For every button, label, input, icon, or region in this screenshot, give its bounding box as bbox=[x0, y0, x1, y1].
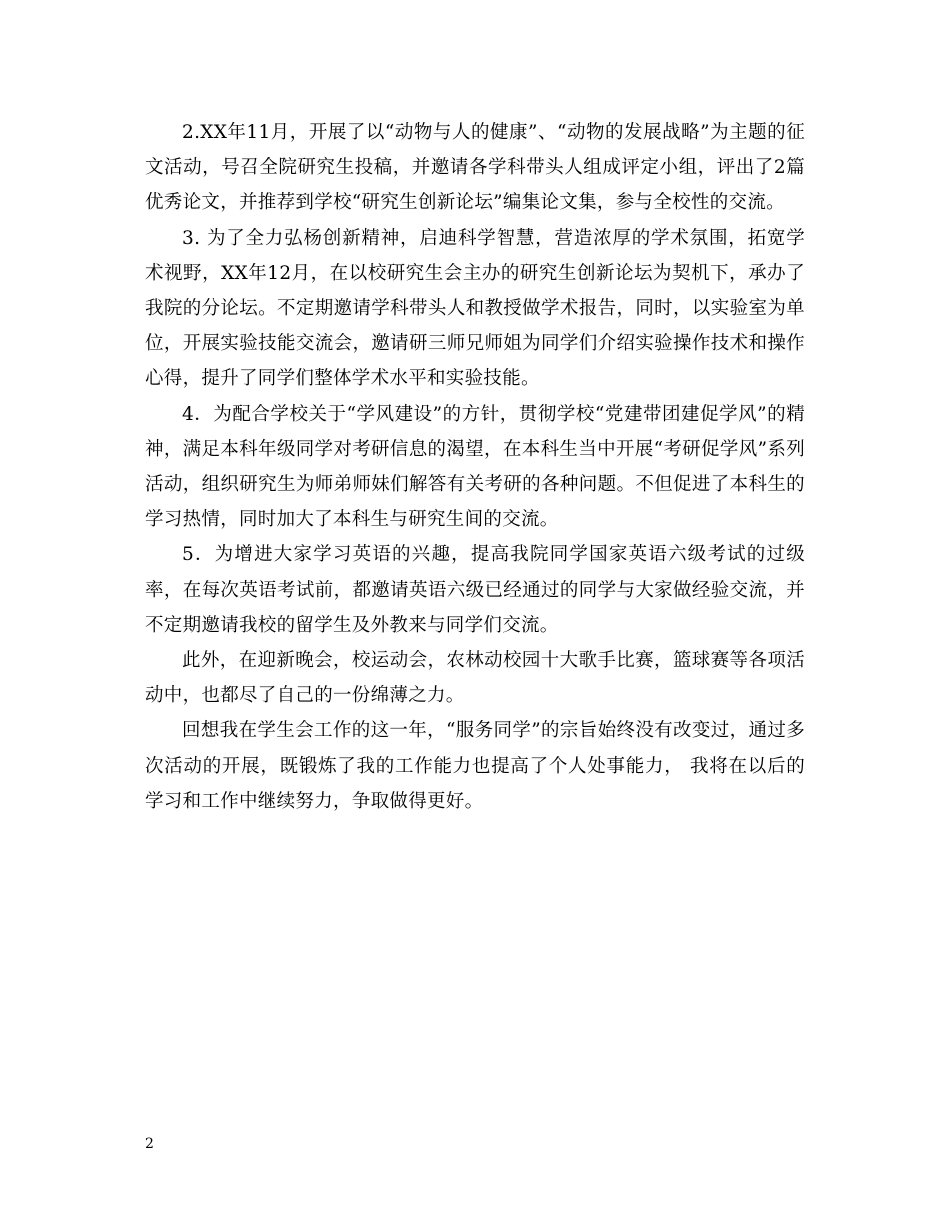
page-number: 2 bbox=[145, 1136, 154, 1152]
document-body bbox=[145, 115, 805, 819]
paragraph-additional-activities: 此外，在迎新晚会，校运动会，农林动校园十大歌手比赛，篮球赛等各项活动中，也都尽了自己的一份绵薄之力。 bbox=[145, 650, 805, 707]
paragraph-item-3: 3. 为了全力弘杨创新精神，启迪科学智慧，营造浓厚的学术氛围，拓宽学术视野，XX年12月，在以校研究生会主办的研究生创新论坛为契机下，承办了我院的分论坛。不定期邀请学科带头人和教授做学术报告，同时，以实验室为单位，开展实验技能交流会，邀请研三师兄师姐为同学们介绍实验操作技术和操作心得，提升了同学们整体学术水平和实验技能。 bbox=[145, 227, 805, 390]
paragraph-item-2: 2.XX年11月，开展了以“动物与人的健康”、“动物的发展战略”为主题的征文活动，号召全院研究生投稿，并邀请各学科带头人组成评定小组，评出了2篇优秀论文，并推荐到学校“研究生创新论坛”编集论文集，参与全校性的交流。 bbox=[145, 122, 805, 214]
paragraph-item-4: 4．为配合学校关于“学风建设”的方针，贯彻学校“党建带团建促学风”的精神，满足本科年级同学对考研信息的渴望，在本科生当中开展“考研促学风”系列活动，组织研究生为师弟师妹们解答有关考研的各种问题。不但促进了本科生的学习热情，同时加大了本科生与研究生间的交流。 bbox=[145, 403, 805, 531]
paragraph-conclusion: 回想我在学生会工作的这一年，“服务同学”的宗旨始终没有改变过，通过多次活动的开展，既锻炼了我的工作能力也提高了个人处事能力， 我将在以后的学习和工作中继续努力，争取做得更好。 bbox=[145, 720, 805, 812]
paragraph-item-5: 5．为增进大家学习英语的兴趣，提高我院同学国家英语六级考试的过级率，在每次英语考试前，都邀请英语六级已经通过的同学与大家做经验交流，并不定期邀请我校的留学生及外教来与同学们交流。 bbox=[145, 544, 805, 636]
